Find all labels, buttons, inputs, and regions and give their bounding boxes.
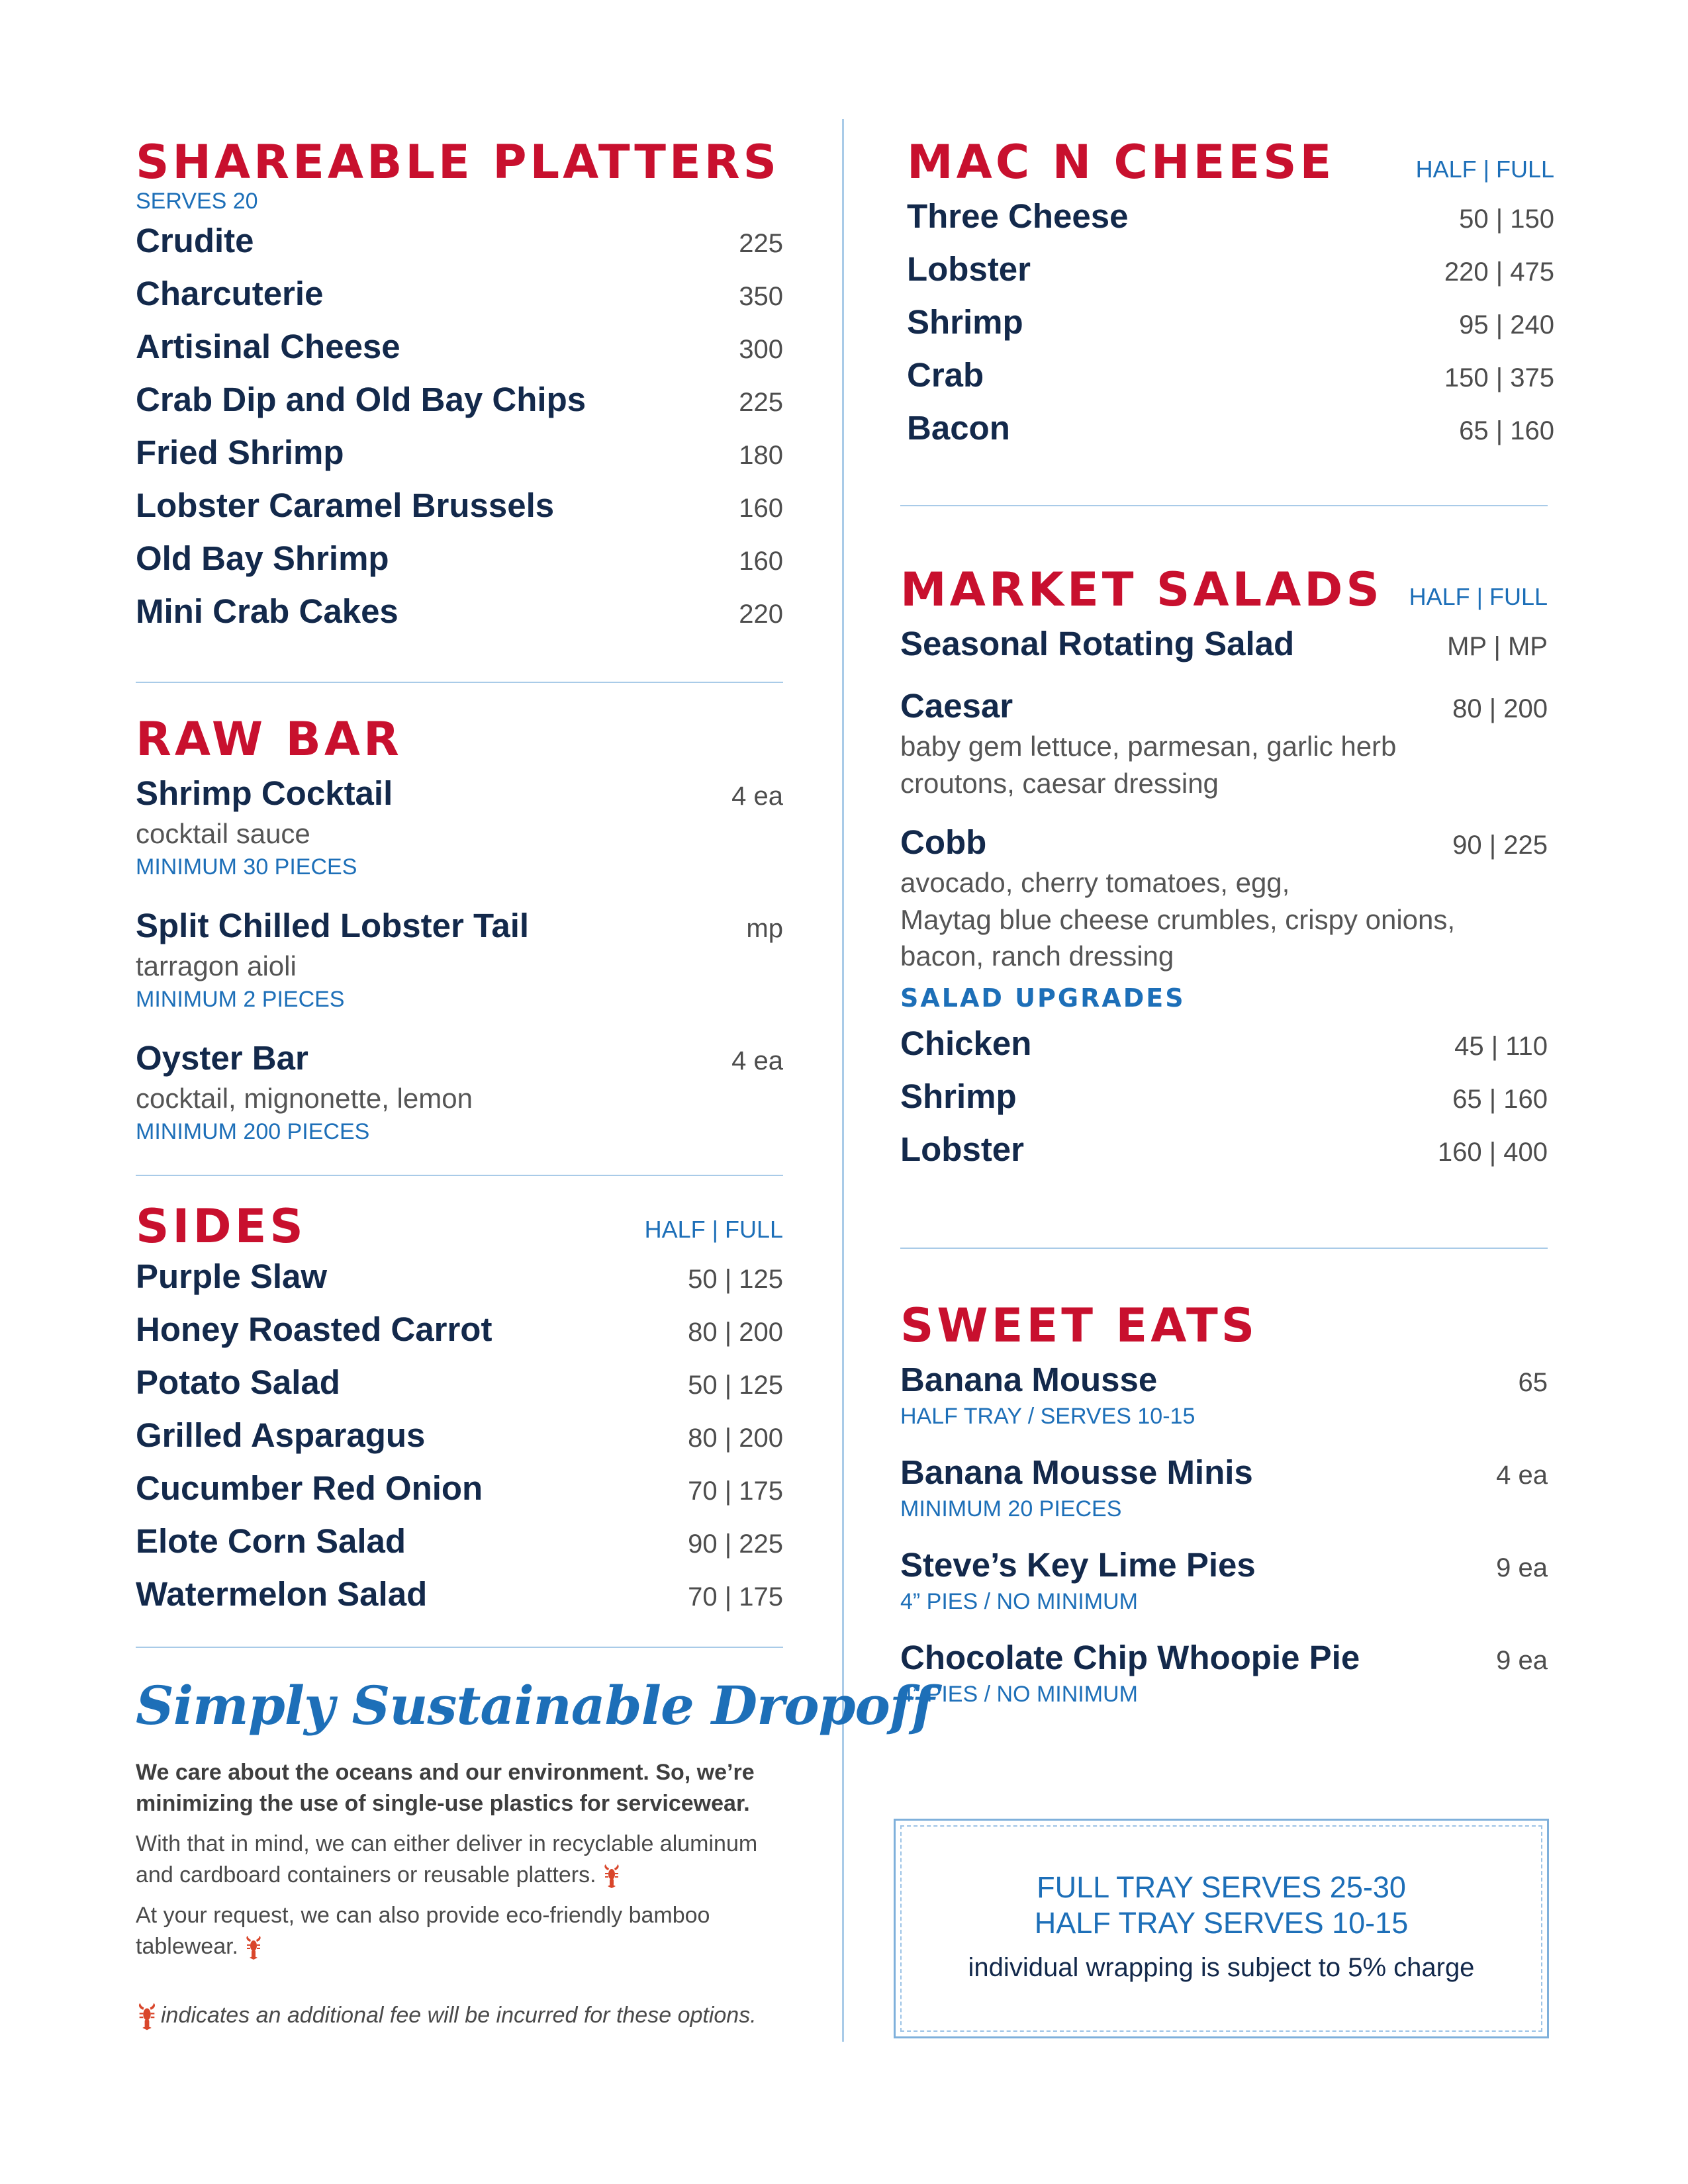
item-price: 225 [739,228,783,258]
item-name: Fried Shrimp [136,433,344,471]
item-note: MINIMUM 20 PIECES [900,1496,1122,1522]
sustainability-paragraph [136,1900,783,1962]
item-description: avocado, cherry tomatoes, egg, [900,867,1290,899]
item-minimum: MINIMUM 30 PIECES [136,854,357,880]
menu-item [136,772,783,904]
fee-footnote [136,2002,757,2031]
item-name: Cobb [900,823,987,861]
menu-item [136,1361,783,1414]
item-price: 95 | 240 [1459,310,1554,340]
menu-item [136,590,783,643]
sustainability-title: Simply Sustainable Dropoff [136,1674,934,1737]
item-name: Steve’s Key Lime Pies [900,1546,1256,1584]
menu-item [900,821,1548,983]
item-name: Lobster Caramel Brussels [136,486,555,524]
platters-serves: SERVES 20 [136,189,258,214]
menu-item [900,1128,1548,1181]
item-name: Crab [907,356,984,394]
item-price: 300 [739,334,783,364]
shareable-platters-section [136,135,783,643]
half-full-label: HALF | FULL [644,1216,783,1243]
item-description: baby gem lettuce, parmesan, garlic herb croutons, caesar dressing [900,731,1397,799]
footnote-text: indicates an additional fee will be incurred for these options. [161,2002,757,2028]
sustainability-paragraph [136,1829,783,1891]
wrapping-charge-note: individual wrapping is subject to 5% charge [968,1953,1475,1982]
item-name: Lobster [907,250,1031,288]
item-note: HALF TRAY / SERVES 10-15 [900,1404,1196,1430]
item-name: Caesar [900,687,1013,725]
section-title-platters: SHAREABLE PLATTERS [136,135,780,189]
item-price: 65 | 160 [1459,416,1554,445]
sustainability-notes [136,1757,783,1962]
item-price: 90 | 225 [688,1529,783,1559]
item-name: Lobster [900,1130,1025,1168]
menu-item [136,1572,783,1625]
menu-item [136,1036,783,1156]
menu-item [136,1520,783,1572]
menu-item [136,378,783,431]
item-price: 80 | 200 [688,1318,783,1347]
item-description: Maytag blue cheese crumbles, crispy onions, [900,903,1456,935]
section-title-sides: SIDES [136,1199,306,1253]
menu-item [900,622,1548,684]
item-name: Old Bay Shrimp [136,539,389,577]
item-name: Elote Corn Salad [136,1522,406,1560]
item-name: Crab Dip and Old Bay Chips [136,380,586,418]
menu-item [900,1075,1548,1128]
section-title-market-salads: MARKET SALADS [900,563,1383,617]
paragraph-text: At your request, we can also provide eco-friendly bamboo tablewear. [136,1902,710,1959]
menu-item [900,1543,1548,1636]
item-name: Banana Mousse Minis [900,1453,1253,1491]
item-name: Banana Mousse [900,1361,1158,1398]
item-name: Charcuterie [136,274,324,312]
section-divider [136,1647,783,1648]
item-name: Grilled Asparagus [136,1416,426,1454]
menu-item [900,1358,1548,1451]
item-price: 160 [739,493,783,523]
item-name: Bacon [907,409,1010,447]
item-price: 220 [739,599,783,629]
sides-section [136,1199,783,1625]
item-price: 90 | 225 [1452,831,1548,860]
lobster-icon [244,1935,263,1960]
item-minimum: MINIMUM 200 PIECES [136,1118,370,1144]
item-name: Mini Crab Cakes [136,592,399,630]
menu-item [907,353,1554,406]
item-price: 350 [739,281,783,311]
item-price: 65 [1518,1368,1548,1397]
item-price: 50 | 125 [688,1265,783,1294]
section-title-raw-bar: RAW BAR [136,712,402,766]
item-name: Chocolate Chip Whoopie Pie [900,1639,1360,1676]
paragraph-text: With that in mind, we can either deliver in recyclable aluminum and cardboard containers or reusable platters. [136,1831,758,1888]
sustainability-paragraph: We care about the oceans and our environment. So, we’re minimizing the use of single-use plastics for servicewear. [136,1760,755,1816]
menu-item [900,1451,1548,1543]
item-description: bacon, ranch dressing [900,940,1174,972]
item-name: Three Cheese [907,197,1129,235]
menu-item [136,537,783,590]
item-price: 70 | 175 [688,1582,783,1612]
lobster-icon [602,1864,622,1889]
item-price: 50 | 125 [688,1371,783,1400]
item-name: Shrimp Cocktail [136,774,393,812]
section-divider [900,1248,1548,1249]
item-description: cocktail sauce [136,818,310,850]
section-title-mac-n-cheese: MAC N CHEESE [907,135,1335,189]
item-price: 80 | 200 [1452,694,1548,723]
half-full-label: HALF | FULL [1415,156,1554,183]
serving-info-box [894,1819,1549,2038]
item-name: Artisinal Cheese [136,327,400,365]
menu-item [136,484,783,537]
item-price: 160 | 400 [1437,1138,1548,1167]
half-tray-serves: HALF TRAY SERVES 10-15 [1034,1906,1409,1940]
item-name: Seasonal Rotating Salad [900,625,1295,662]
item-name: Potato Salad [136,1363,340,1401]
item-note: 4” PIES / NO MINIMUM [900,1682,1138,1707]
item-price: 4 ea [731,782,783,811]
item-name: Watermelon Salad [136,1575,428,1613]
item-price: 45 | 110 [1454,1032,1548,1061]
menu-item [136,272,783,325]
item-name: Split Chilled Lobster Tail [136,907,530,944]
menu-item [136,1414,783,1467]
item-price: 180 [739,440,783,470]
item-price: 70 | 175 [688,1477,783,1506]
menu-item [900,1022,1548,1075]
item-note: 4” PIES / NO MINIMUM [900,1589,1138,1615]
section-divider [136,682,783,683]
item-name: Cucumber Red Onion [136,1469,483,1507]
menu-item [907,248,1554,300]
item-name: Oyster Bar [136,1039,308,1077]
menu-item [900,684,1548,821]
mac-n-cheese-section [907,135,1554,459]
item-name: Purple Slaw [136,1257,328,1295]
salad-upgrades-title: SALAD UPGRADES [900,983,1186,1013]
item-price: 4 ea [1496,1461,1548,1490]
item-minimum: MINIMUM 2 PIECES [136,986,345,1012]
market-salads-section [900,563,1548,1181]
menu-item [900,1636,1548,1729]
item-price: 220 | 475 [1444,257,1554,287]
item-price: MP | MP [1447,632,1548,661]
item-price: 80 | 200 [688,1424,783,1453]
section-divider [900,505,1548,506]
full-tray-serves: FULL TRAY SERVES 25-30 [1037,1870,1406,1904]
lobster-icon [136,2002,158,2031]
half-full-label: HALF | FULL [1409,583,1548,610]
menu-item [136,1467,783,1520]
item-name: Shrimp [907,303,1023,341]
menu-item [136,219,783,272]
sweet-eats-section [900,1298,1548,1729]
item-name: Honey Roasted Carrot [136,1310,492,1348]
column-divider [842,119,844,2042]
item-price: 50 | 150 [1459,205,1554,234]
raw-bar-section [136,712,783,1156]
menu-item [907,195,1554,248]
item-price: 160 [739,546,783,576]
item-price: mp [746,914,783,943]
item-name: Crudite [136,221,254,259]
item-price: 9 ea [1496,1553,1548,1582]
section-divider [136,1175,783,1176]
menu-item [136,431,783,484]
item-name: Shrimp [900,1077,1017,1115]
item-description: cocktail, mignonette, lemon [136,1083,473,1115]
menu-item [136,904,783,1036]
menu-item [136,325,783,378]
item-price: 65 | 160 [1452,1085,1548,1114]
item-price: 150 | 375 [1444,363,1554,392]
section-title-sweet-eats: SWEET EATS [900,1298,1258,1353]
item-description: tarragon aioli [136,950,297,982]
menu-item [136,1255,783,1308]
item-price: 225 [739,387,783,417]
menu-item [136,1308,783,1361]
menu-item [907,300,1554,353]
menu-item [907,406,1554,459]
item-price: 4 ea [731,1046,783,1075]
item-price: 9 ea [1496,1646,1548,1675]
item-name: Chicken [900,1024,1032,1062]
